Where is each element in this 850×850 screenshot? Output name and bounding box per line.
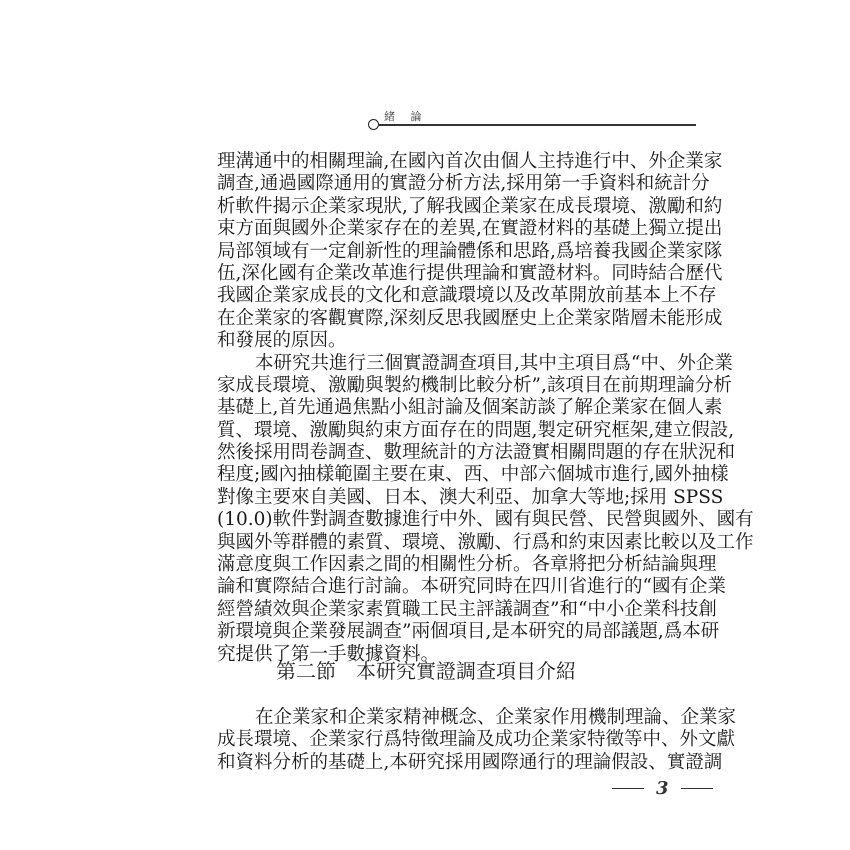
section-heading: 第二節 本研究實證調查項目介紹 <box>276 659 576 683</box>
text-line: 和發展的原因。 <box>217 330 347 352</box>
text-line: 我國企業家成長的文化和意識環境以及改革開放前基本上不存 <box>217 285 717 307</box>
page-number <box>612 778 713 799</box>
text-line: 理溝通中的相關理論,在國內首次由個人主持進行中、外企業家 <box>217 151 723 172</box>
body-text-bottom <box>217 707 737 774</box>
text-line: 局部領域有一定創新性的理論體係和思路,爲培養我國企業家隊 <box>217 240 723 262</box>
text-line: 滿意度與工作因素之間的相關性分析。各章將把分析結論與理 <box>217 554 717 576</box>
header-rule <box>379 124 696 126</box>
text-line: 在企業家和企業家精神概念、企業家作用機制理論、企業家 <box>255 707 737 728</box>
text-line: (10.0)軟件對調查數據進行中外、國有與民營、民營與國外、國有 <box>217 509 754 531</box>
header-circle-icon <box>368 119 379 130</box>
text-line: 與國外等群體的素質、環境、激勵、行爲和約束因素比較以及工作 <box>217 531 754 553</box>
running-header-title: 緒 論 <box>384 110 428 123</box>
text-line: 論和實際結合進行討論。本研究同時在四川省進行的“國有企業 <box>217 576 726 598</box>
text-line: 質、環境、激勵與約束方面存在的問題,製定研究框架,建立假設, <box>217 419 735 441</box>
text-line: 伍,深化國有企業改革進行提供理論和實證材料。同時結合歷代 <box>217 262 723 284</box>
text-line: 究提供了第一手數據資料。 <box>217 643 440 665</box>
body-text-top <box>217 151 754 666</box>
text-line: 束方面與國外企業家存在的差異,在實證材料的基礎上獨立提出 <box>217 218 723 240</box>
text-line: 程度;國內抽樣範圍主要在東、西、中部六個城市進行,國外抽樣 <box>217 464 729 486</box>
text-line: 在企業家的客觀實際,深刻反思我國歷史上企業家階層未能形成 <box>217 307 723 329</box>
text-line: 然後採用問卷調查、數理統計的方法證實相關問題的存在狀況和 <box>217 442 736 464</box>
text-line: 調查,通過國際通用的實證分析方法,採用第一手資料和統計分 <box>217 173 710 195</box>
text-line: 新環境與企業發展調查”兩個項目,是本研究的局部議題,爲本研 <box>217 621 720 643</box>
text-line: 本研究共進行三個實證調查項目,其中主項目爲“中、外企業 <box>255 352 733 374</box>
text-line: 經營績效與企業家素質職工民主評議調查”和“中小企業科技創 <box>217 598 717 620</box>
dash-left <box>612 788 644 789</box>
text-line: 對像主要來自美國、日本、澳大利亞、加拿大等地;採用 SPSS <box>217 486 724 508</box>
text-line: 和資料分析的基礎上,本研究採用國際通行的理論假設、實證調 <box>217 751 723 773</box>
text-line: 成長環境、企業家行爲特徵理論及成功企業家特徵等中、外文獻 <box>217 729 736 751</box>
text-line: 析軟件揭示企業家現狀,了解我國企業家在成長環境、激勵和約 <box>217 195 723 217</box>
page-number-text: 3 <box>656 778 669 799</box>
text-line: 基礎上,首先通過焦點小組討論及個案訪談了解企業家在個人素 <box>217 397 723 419</box>
text-line: 家成長環境、激勵與製約機制比較分析”,該項目在前期理論分析 <box>217 374 732 396</box>
dash-right <box>681 788 713 789</box>
